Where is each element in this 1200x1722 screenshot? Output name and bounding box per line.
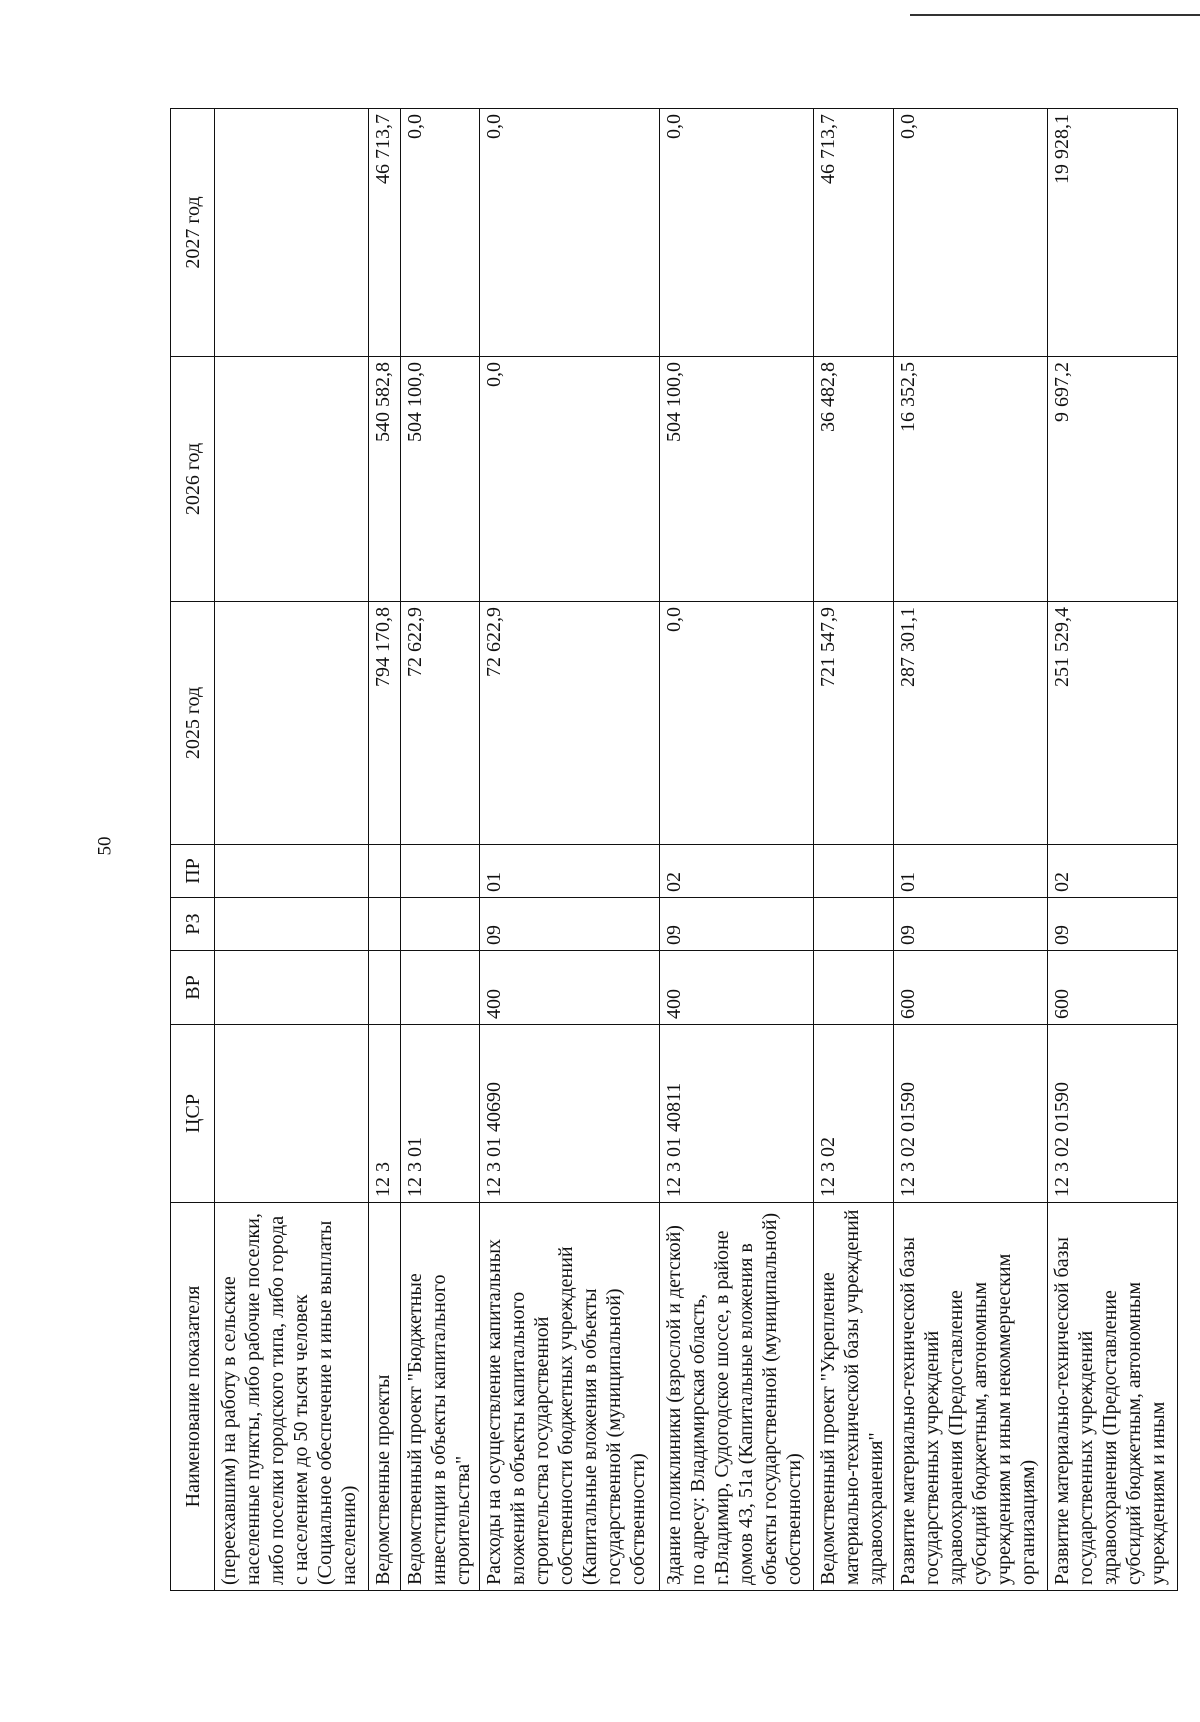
cell-2026: 36 482,8 bbox=[814, 357, 894, 602]
header-2025: 2025 год bbox=[171, 602, 215, 845]
table-row bbox=[480, 109, 659, 1591]
cell-pr: 02 bbox=[659, 845, 813, 898]
cell-rz: 09 bbox=[893, 898, 1047, 951]
cell-pr: 02 bbox=[1048, 845, 1178, 898]
cell-2027: 0,0 bbox=[893, 109, 1047, 357]
cell-pr bbox=[369, 845, 400, 898]
cell-csr bbox=[215, 1025, 369, 1203]
cell-vr bbox=[369, 951, 400, 1025]
cell-vr: 600 bbox=[1048, 951, 1178, 1025]
cell-2025: 794 170,8 bbox=[369, 602, 400, 845]
cell-rz: 09 bbox=[480, 898, 659, 951]
cell-2027: 19 928,1 bbox=[1048, 109, 1178, 357]
cell-2026: 0,0 bbox=[480, 357, 659, 602]
cell-rz bbox=[369, 898, 400, 951]
cell-name: Расходы на осуществление капитальных вложений в объекты капитального строительства государственной собственности бюджетных учреждений (Капитальные вложения в объекты государственной (муниципальной) собственности) bbox=[480, 1203, 659, 1591]
header-rz: РЗ bbox=[171, 898, 215, 951]
cell-csr: 12 3 01 40811 bbox=[659, 1025, 813, 1203]
cell-pr bbox=[814, 845, 894, 898]
cell-2027: 46 713,7 bbox=[814, 109, 894, 357]
cell-2027: 0,0 bbox=[400, 109, 480, 357]
cell-vr: 400 bbox=[659, 951, 813, 1025]
cell-rz bbox=[814, 898, 894, 951]
header-2026: 2026 год bbox=[171, 357, 215, 602]
scan-edge-line bbox=[910, 14, 1200, 16]
cell-rz bbox=[215, 898, 369, 951]
cell-pr: 01 bbox=[893, 845, 1047, 898]
cell-vr: 600 bbox=[893, 951, 1047, 1025]
cell-2025: 0,0 bbox=[659, 602, 813, 845]
cell-csr: 12 3 01 bbox=[400, 1025, 480, 1203]
cell-name: Развитие материально-технической базы государственных учреждений здравоохранения (Предоставление субсидий бюджетным, автономным учреждениям и иным bbox=[1048, 1203, 1178, 1591]
cell-rz: 09 bbox=[659, 898, 813, 951]
header-name: Наименование показателя bbox=[171, 1203, 215, 1591]
cell-2026: 540 582,8 bbox=[369, 357, 400, 602]
table-row bbox=[400, 109, 480, 1591]
cell-2026: 16 352,5 bbox=[893, 357, 1047, 602]
header-vr: ВР bbox=[171, 951, 215, 1025]
cell-2025: 721 547,9 bbox=[814, 602, 894, 845]
cell-2025 bbox=[215, 602, 369, 845]
cell-rz: 09 bbox=[1048, 898, 1178, 951]
cell-pr bbox=[400, 845, 480, 898]
cell-2025: 251 529,4 bbox=[1048, 602, 1178, 845]
cell-csr: 12 3 02 01590 bbox=[893, 1025, 1047, 1203]
cell-csr: 12 3 02 bbox=[814, 1025, 894, 1203]
table-row bbox=[814, 109, 894, 1591]
cell-name: (переехавшим) на работу в сельские населенные пункты, либо рабочие поселки, либо поселки городского типа, либо города с населением до 50 тысяч человек (Социальное обеспечение и иные выплаты населению) bbox=[215, 1203, 369, 1591]
cell-pr: 01 bbox=[480, 845, 659, 898]
header-2027: 2027 год bbox=[171, 109, 215, 357]
cell-2026: 9 697,2 bbox=[1048, 357, 1178, 602]
cell-2026: 504 100,0 bbox=[400, 357, 480, 602]
cell-2025: 72 622,9 bbox=[480, 602, 659, 845]
table-header-row bbox=[171, 109, 215, 1591]
cell-2027: 0,0 bbox=[480, 109, 659, 357]
cell-vr: 400 bbox=[480, 951, 659, 1025]
table-row bbox=[369, 109, 400, 1591]
budget-table-rotated bbox=[170, 109, 1178, 1591]
table-row bbox=[893, 109, 1047, 1591]
cell-vr bbox=[814, 951, 894, 1025]
cell-name: Развитие материально-технической базы государственных учреждений здравоохранения (Предоставление субсидий бюджетным, автономным учреждениям и иным некоммерческим организациям) bbox=[893, 1203, 1047, 1591]
header-csr: ЦСР bbox=[171, 1025, 215, 1203]
cell-csr: 12 3 01 40690 bbox=[480, 1025, 659, 1203]
cell-csr: 12 3 bbox=[369, 1025, 400, 1203]
table-row bbox=[1048, 109, 1178, 1591]
cell-name: Ведомственный проект "Укрепление материально-технической базы учреждений здравоохранения" bbox=[814, 1203, 894, 1591]
cell-vr bbox=[400, 951, 480, 1025]
cell-2026: 504 100,0 bbox=[659, 357, 813, 602]
cell-csr: 12 3 02 01590 bbox=[1048, 1025, 1178, 1203]
cell-pr bbox=[215, 845, 369, 898]
cell-name: Ведомственные проекты bbox=[369, 1203, 400, 1591]
budget-table bbox=[170, 108, 1178, 1591]
table-row bbox=[659, 109, 813, 1591]
table-row bbox=[215, 109, 369, 1591]
cell-2027 bbox=[215, 109, 369, 357]
cell-2027: 46 713,7 bbox=[369, 109, 400, 357]
cell-2025: 287 301,1 bbox=[893, 602, 1047, 845]
page-number: 50 bbox=[94, 836, 116, 856]
cell-name: Ведомственный проект "Бюджетные инвестиции в объекты капитального строительства" bbox=[400, 1203, 480, 1591]
cell-2026 bbox=[215, 357, 369, 602]
cell-vr bbox=[215, 951, 369, 1025]
cell-name: Здание поликлиники (взрослой и детской) по адресу: Владимирская область, г.Владимир, Судогодское шоссе, в районе домов 43, 51а (Капитальные вложения в объекты государственной (муниципальной) собственности) bbox=[659, 1203, 813, 1591]
header-pr: ПР bbox=[171, 845, 215, 898]
cell-rz bbox=[400, 898, 480, 951]
cell-2025: 72 622,9 bbox=[400, 602, 480, 845]
cell-2027: 0,0 bbox=[659, 109, 813, 357]
